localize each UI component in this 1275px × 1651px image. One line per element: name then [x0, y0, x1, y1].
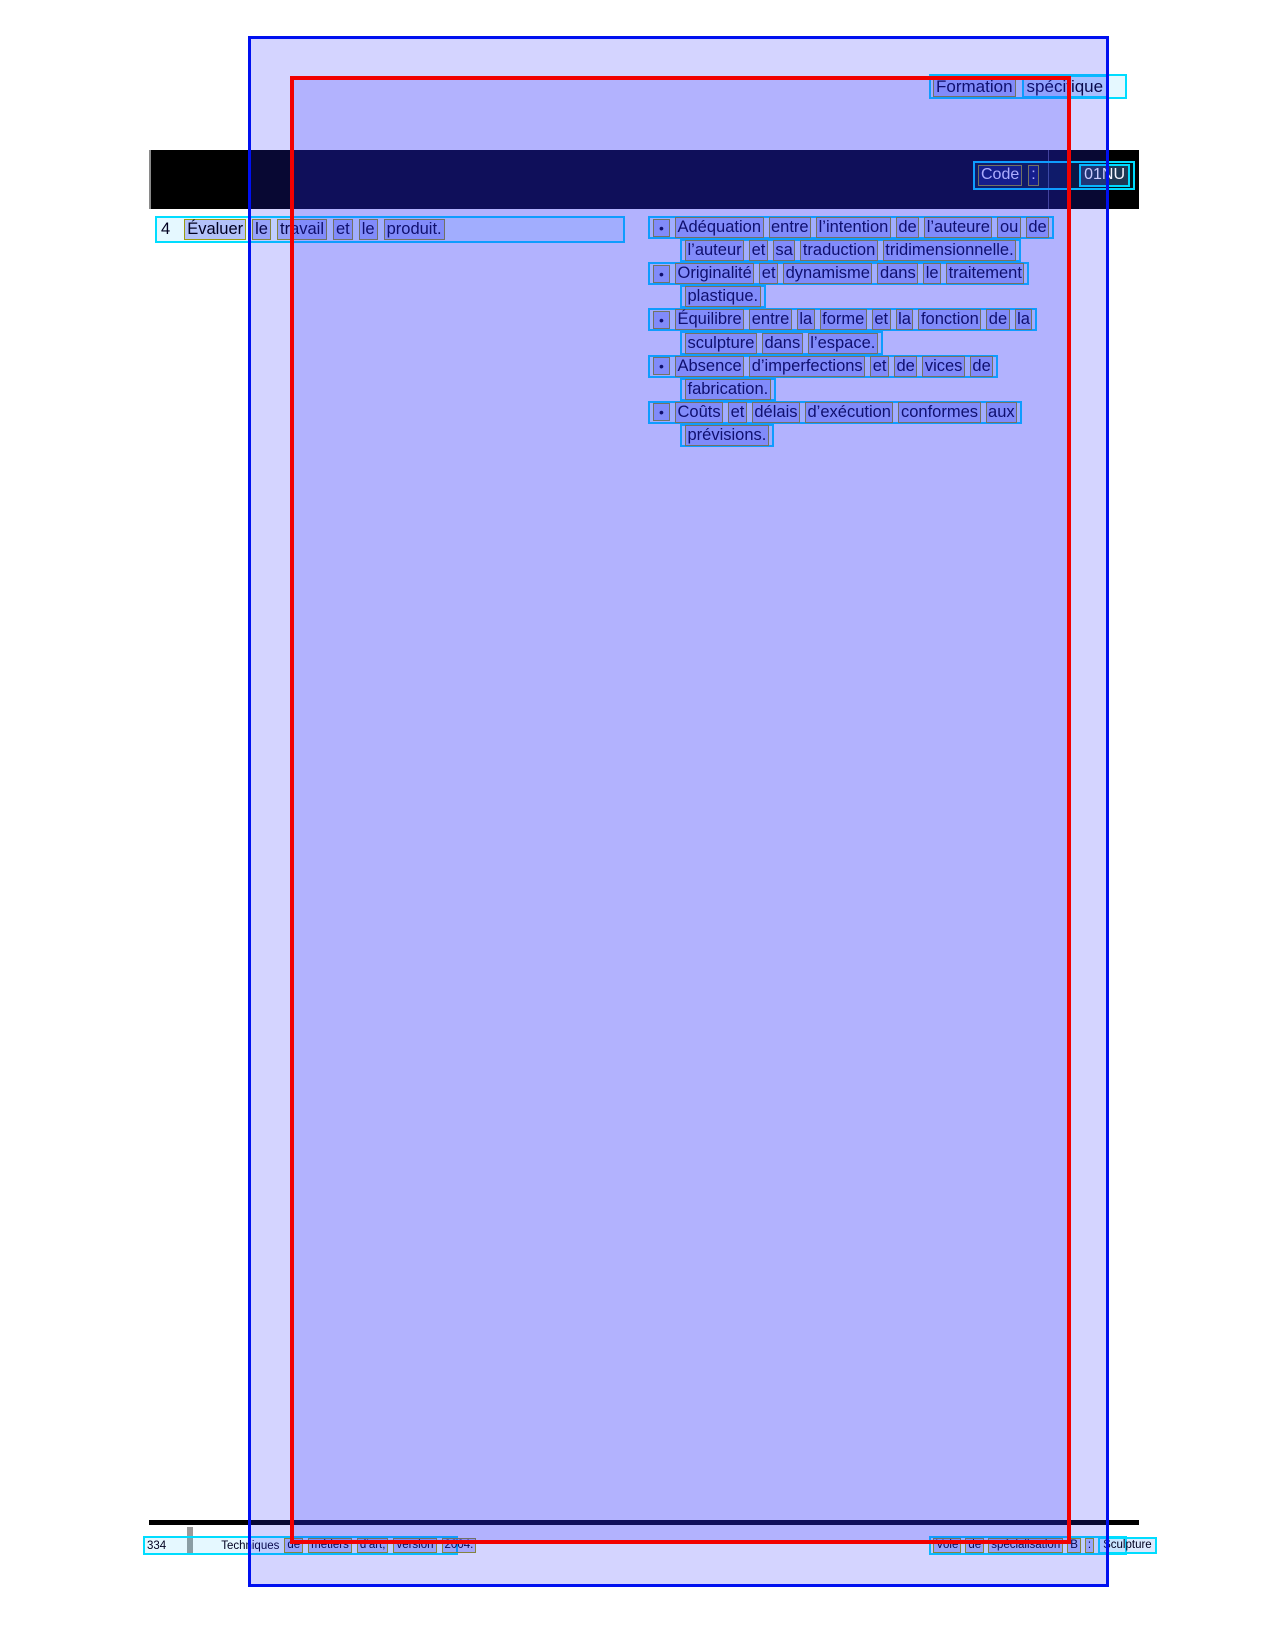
- word-box: de: [965, 1538, 984, 1553]
- word-box: d’imperfections: [749, 356, 865, 377]
- word-box: traduction: [800, 240, 877, 261]
- word-box: Évaluer: [184, 219, 246, 240]
- criterion-line: [648, 355, 998, 378]
- footer-doc-title-words: [284, 1538, 476, 1553]
- word-box: dans: [877, 263, 918, 284]
- word-box: :: [1085, 1538, 1094, 1553]
- word-box: l’espace.: [808, 333, 878, 354]
- criterion-item: [648, 308, 1118, 354]
- word-box: le: [923, 263, 941, 284]
- word-box: traitement: [946, 263, 1024, 284]
- code-label: Code: [978, 165, 1022, 185]
- word-box: Coûts: [675, 402, 723, 423]
- word-box: fabrication.: [685, 379, 771, 400]
- word-box: forme: [820, 309, 867, 330]
- word-box: de: [894, 356, 917, 377]
- criterion-line: [648, 308, 1037, 331]
- word-box: et: [759, 263, 778, 284]
- code-colon: :: [1028, 165, 1038, 185]
- word-box: de: [986, 309, 1009, 330]
- running-head-word-highlight: spécifique: [1022, 75, 1109, 99]
- criterion-line: [680, 424, 774, 447]
- word-box: Voie: [933, 1538, 961, 1553]
- word-box: fonction: [918, 309, 981, 330]
- word-box: d’art,: [357, 1538, 389, 1553]
- bullet-icon: •: [653, 403, 670, 421]
- page-number: 334: [147, 1539, 167, 1552]
- word-box: l’auteur: [685, 240, 744, 261]
- word-box: Adéquation: [675, 217, 764, 238]
- running-head: [929, 74, 1127, 99]
- word-box: et: [870, 356, 889, 377]
- objective-title: [184, 219, 444, 240]
- word-box: 2004.: [442, 1538, 477, 1553]
- word-box: dynamisme: [783, 263, 872, 284]
- running-head-word: Formation: [933, 76, 1016, 98]
- word-box: plastique.: [685, 286, 761, 307]
- footer-doc-title: Techniques: [221, 1539, 280, 1552]
- word-box: entre: [769, 217, 812, 238]
- word-box: travail: [277, 219, 327, 240]
- word-box: délais: [752, 402, 800, 423]
- criterion-line: [648, 262, 1029, 285]
- footer-rule: [149, 1520, 1139, 1525]
- word-box: le: [252, 219, 271, 240]
- bullet-icon: •: [653, 311, 670, 329]
- word-box: la: [896, 309, 914, 330]
- code-value: 01NU: [1079, 164, 1130, 186]
- criterion-item: [648, 262, 1118, 308]
- criterion-item: [648, 355, 1118, 401]
- criterion-line: [680, 331, 883, 354]
- code-line: [973, 161, 1135, 190]
- word-box: de: [284, 1538, 303, 1553]
- word-box: tridimensionnelle.: [883, 240, 1016, 261]
- word-box: prévisions.: [685, 425, 769, 446]
- word-box: et: [728, 402, 747, 423]
- word-box: et: [749, 240, 768, 261]
- criteria-list: [648, 216, 1118, 447]
- objective-number: 4: [161, 220, 171, 238]
- bullet-icon: •: [653, 265, 670, 283]
- word-box: dans: [762, 333, 803, 354]
- criterion-item: [648, 216, 1118, 262]
- bullet-icon: •: [653, 219, 670, 237]
- word-box: Originalité: [675, 263, 754, 284]
- footer-specialization-highlight: Sculpture: [1098, 1537, 1157, 1554]
- criterion-line: [680, 378, 776, 401]
- word-box: d’exécution: [805, 402, 893, 423]
- criterion-line: [680, 285, 766, 308]
- word-box: de: [970, 356, 993, 377]
- word-box: le: [359, 219, 378, 240]
- criterion-item: [648, 401, 1118, 447]
- word-box: Équilibre: [675, 309, 744, 330]
- word-box: l’auteure: [924, 217, 992, 238]
- footer-right-line: [929, 1536, 1152, 1555]
- bullet-icon: •: [653, 357, 670, 375]
- word-box: de: [896, 217, 919, 238]
- word-box: la: [797, 309, 815, 330]
- header-bar: [149, 150, 1139, 209]
- word-box: ou: [997, 217, 1020, 238]
- footer-specialization-words: [933, 1538, 1094, 1553]
- word-box: conformes: [898, 402, 980, 423]
- word-box: entre: [749, 309, 792, 330]
- word-box: et: [872, 309, 891, 330]
- criterion-line: [680, 239, 1021, 262]
- word-box: et: [333, 219, 353, 240]
- word-box: l’intention: [816, 217, 891, 238]
- footer-left-line: [143, 1536, 474, 1555]
- criterion-line: [648, 216, 1054, 239]
- word-box: de: [1026, 217, 1049, 238]
- word-box: B: [1067, 1538, 1081, 1553]
- word-box: vices: [922, 356, 965, 377]
- word-box: la: [1015, 309, 1033, 330]
- word-box: sculpture: [685, 333, 757, 354]
- word-box: version: [393, 1538, 436, 1553]
- criterion-line: [648, 401, 1022, 424]
- word-box: produit.: [384, 219, 445, 240]
- word-box: Absence: [675, 356, 744, 377]
- word-box: sa: [773, 240, 795, 261]
- objective-line: [155, 216, 625, 243]
- word-box: spécialisation: [988, 1538, 1063, 1553]
- word-box: aux: [986, 402, 1018, 423]
- word-box: métiers: [308, 1538, 352, 1553]
